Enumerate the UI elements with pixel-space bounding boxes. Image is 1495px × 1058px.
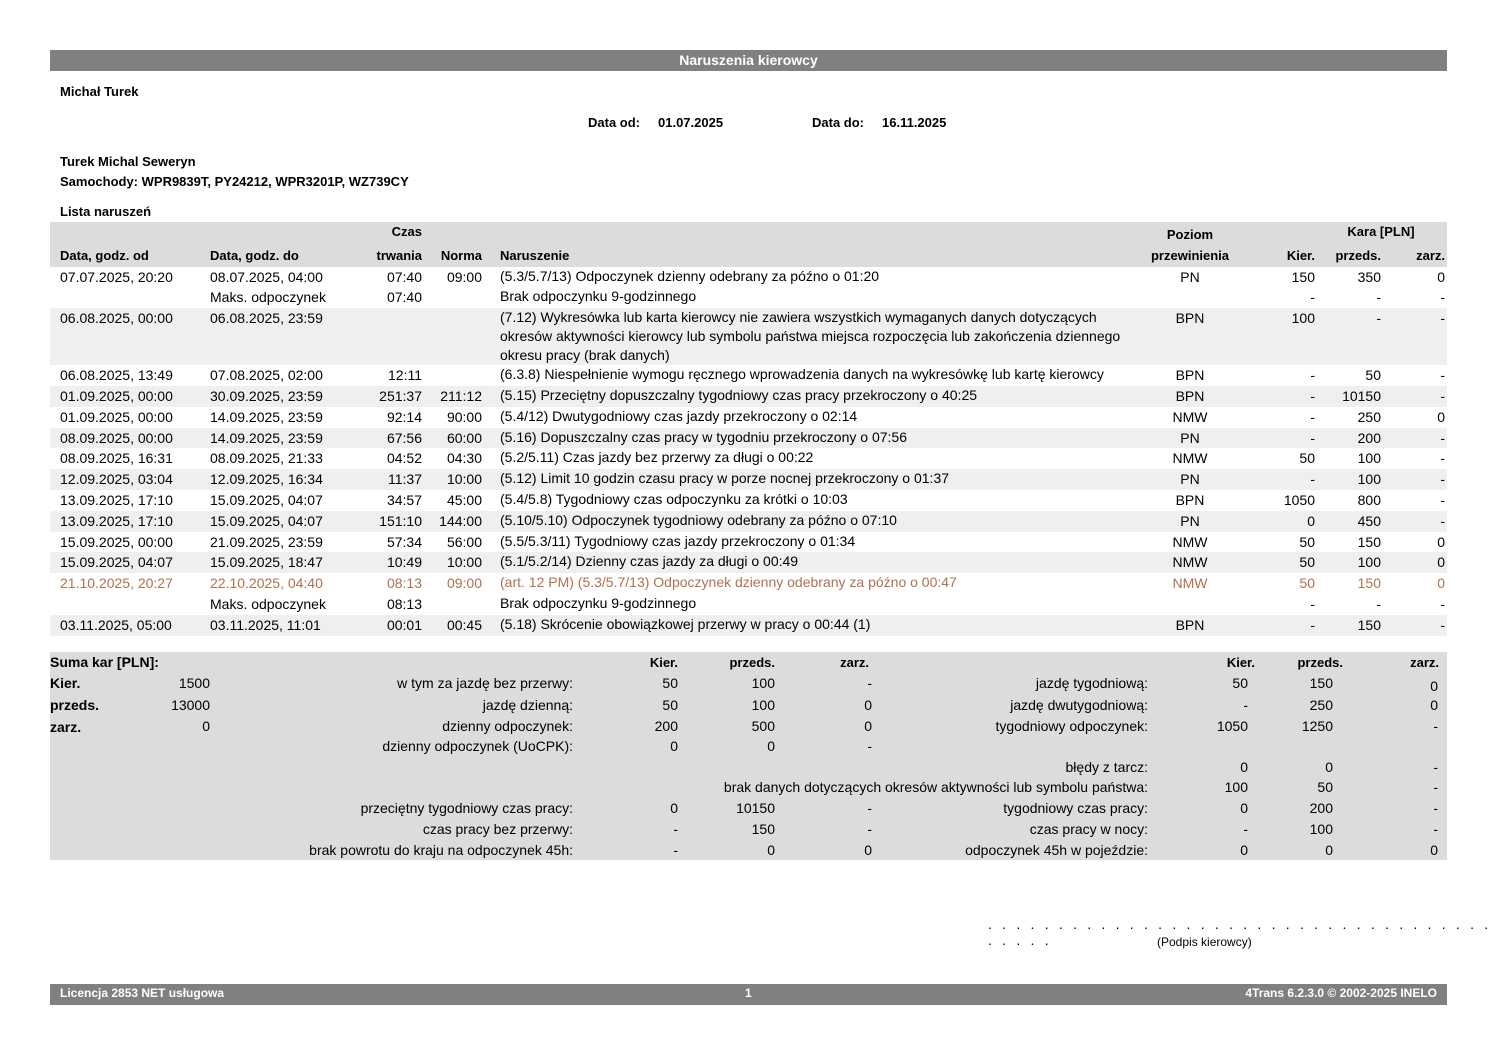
header-norm: Norma bbox=[440, 247, 482, 263]
row-norm: 56:00 bbox=[446, 533, 482, 550]
summary-right-label: jazdę tygodniową: bbox=[1035, 675, 1148, 691]
row-penalty-przeds: 150 bbox=[1357, 533, 1381, 550]
row-duration: 11:37 bbox=[388, 471, 422, 488]
table-header-row-top bbox=[50, 222, 1447, 246]
row-penalty-zarz: - bbox=[1440, 616, 1445, 633]
summary-right-kier: 0 bbox=[1240, 800, 1248, 816]
footer-bar bbox=[50, 984, 1447, 1005]
row-from bbox=[50, 287, 210, 308]
row-duration: 07:40 bbox=[386, 289, 422, 306]
row-penalty-przeds: 100 bbox=[1357, 450, 1381, 467]
row-penalty-kier: 50 bbox=[1299, 554, 1315, 571]
summary-right-label: tygodniowy odpoczynek: bbox=[995, 718, 1148, 734]
row-level: NMW bbox=[1172, 533, 1208, 550]
row-to: 15.09.2025, 04:07 bbox=[210, 512, 323, 529]
header-kier: Kier. bbox=[1286, 247, 1315, 263]
row-penalty-zarz: 0 bbox=[1437, 268, 1445, 285]
violations-list-title: Lista naruszeń bbox=[60, 204, 152, 219]
signature-label: (Podpis kierowcy) bbox=[1157, 935, 1252, 949]
row-level: BPN bbox=[1175, 616, 1205, 633]
summary-right-przeds: 0 bbox=[1325, 759, 1333, 775]
footer-license: Licencja 2853 NET usługowa bbox=[60, 986, 225, 1000]
violation-row bbox=[50, 490, 1447, 511]
row-to: 08.07.2025, 04:00 bbox=[210, 268, 323, 285]
row-norm bbox=[422, 365, 482, 386]
row-penalty-kier: - bbox=[1310, 289, 1315, 306]
summary-left-header-przeds: przeds. bbox=[729, 655, 775, 670]
row-from: 13.09.2025, 17:10 bbox=[60, 491, 173, 508]
summary-left-przeds: 0 bbox=[767, 842, 775, 858]
summary-right-kier: - bbox=[1243, 697, 1248, 713]
row-penalty-przeds: 150 bbox=[1357, 575, 1381, 592]
summary-left-zarz: - bbox=[867, 675, 872, 691]
summary-right-label: czas pracy w nocy: bbox=[1029, 821, 1148, 837]
footer-page-number: 1 bbox=[745, 986, 752, 1000]
row-level: NMW bbox=[1172, 408, 1208, 425]
row-norm: 90:00 bbox=[446, 408, 482, 425]
row-to: 21.09.2025, 23:59 bbox=[210, 533, 323, 550]
summary-left-label: dzienny odpoczynek: bbox=[442, 718, 573, 734]
summary-right-header-kier: Kier. bbox=[1226, 655, 1255, 670]
row-penalty-kier: 1050 bbox=[1283, 491, 1315, 508]
date-from-label: Data od: bbox=[588, 115, 640, 130]
summary-right-zarz: - bbox=[1433, 800, 1438, 816]
row-from: 08.09.2025, 16:31 bbox=[60, 450, 173, 467]
driver-vehicles: Samochody: WPR9839T, PY24212, WPR3201P, WZ739CY bbox=[60, 174, 409, 189]
row-penalty-przeds: 100 bbox=[1357, 471, 1381, 488]
row-from: 12.09.2025, 03:04 bbox=[60, 471, 173, 488]
row-penalty-kier: - bbox=[1310, 408, 1315, 425]
date-to-label: Data do: bbox=[812, 115, 864, 130]
row-from: 06.08.2025, 13:49 bbox=[60, 367, 173, 384]
row-from bbox=[50, 594, 210, 615]
summary-left-header-kier: Kier. bbox=[649, 655, 678, 670]
summary-left-kier: 50 bbox=[662, 697, 678, 713]
summary-right-kier: 0 bbox=[1240, 842, 1248, 858]
header-violation: Naruszenie bbox=[500, 247, 570, 263]
row-norm: 45:00 bbox=[446, 491, 482, 508]
violation-row bbox=[50, 308, 1447, 365]
row-level bbox=[1125, 287, 1255, 308]
row-penalty-kier: - bbox=[1310, 367, 1315, 384]
violation-row bbox=[50, 552, 1447, 573]
summary-right-label: brak danych dotyczących okresów aktywności lub symbolu państwa: bbox=[723, 779, 1148, 795]
row-level: PN bbox=[1180, 512, 1200, 529]
header-duration-top: Czas bbox=[391, 224, 422, 239]
row-penalty-zarz: 0 bbox=[1437, 408, 1445, 425]
row-penalty-zarz: - bbox=[1440, 595, 1445, 612]
summary-left-przeds: 500 bbox=[751, 718, 775, 734]
row-norm: 211:12 bbox=[440, 387, 482, 404]
row-penalty-zarz: 0 bbox=[1437, 575, 1445, 592]
row-penalty-zarz: 0 bbox=[1437, 533, 1445, 550]
violation-row bbox=[50, 428, 1447, 449]
header-level: przewinienia bbox=[1150, 247, 1230, 263]
summary-right-label: tygodniowy czas pracy: bbox=[1003, 800, 1148, 816]
summary-right-zarz: 0 bbox=[1430, 697, 1438, 713]
summary-right-kier: 0 bbox=[1240, 759, 1248, 775]
row-norm: 10:00 bbox=[446, 554, 482, 571]
row-norm: 144:00 bbox=[439, 512, 482, 529]
summary-right-przeds: 1250 bbox=[1301, 718, 1333, 734]
row-duration: 92:14 bbox=[386, 408, 422, 425]
row-norm: 60:00 bbox=[446, 429, 482, 446]
row-violation: (5.1/5.2/14) Dzienny czas jazdy za długi o 00:49 bbox=[500, 553, 799, 570]
summary-left-przeds: 100 bbox=[751, 697, 775, 713]
summary-right-label: jazdę dwutygodniową: bbox=[1010, 697, 1148, 713]
violation-row bbox=[50, 532, 1447, 553]
row-duration: 12:11 bbox=[388, 367, 422, 384]
summary-right-label: błędy z tarcz: bbox=[1065, 759, 1148, 775]
row-to: Maks. odpoczynek bbox=[210, 595, 326, 612]
summary-right-zarz: - bbox=[1433, 779, 1438, 795]
row-level: BPN bbox=[1175, 491, 1205, 508]
row-level: BPN bbox=[1175, 367, 1205, 384]
row-level bbox=[1125, 594, 1255, 615]
row-from: 07.07.2025, 20:20 bbox=[60, 268, 173, 285]
summary-left-zarz: 0 bbox=[864, 842, 872, 858]
summary-left-label: brak powrotu do kraju na odpoczynek 45h: bbox=[309, 842, 573, 858]
footer-product: 4Trans 6.2.3.0 © 2002-2025 INELO bbox=[1245, 986, 1437, 1000]
row-from: 01.09.2025, 00:00 bbox=[60, 387, 173, 404]
summary-right-przeds: 250 bbox=[1309, 697, 1333, 713]
row-from: 15.09.2025, 00:00 bbox=[60, 533, 173, 550]
summary-left-przeds: 0 bbox=[767, 738, 775, 754]
violation-row bbox=[50, 573, 1447, 594]
row-penalty-kier: - bbox=[1310, 387, 1315, 404]
row-penalty-kier: - bbox=[1310, 616, 1315, 633]
row-violation: (5.4/5.8) Tygodniowy czas odpoczynku za krótki o 10:03 bbox=[500, 490, 848, 507]
summary-left-label: dzienny odpoczynek (UoCPK): bbox=[382, 738, 573, 754]
row-violation: (5.16) Dopuszczalny czas pracy w tygodniu przekroczony o 07:56 bbox=[500, 428, 907, 445]
total-kier-label: Kier. bbox=[50, 675, 81, 691]
row-from: 06.08.2025, 00:00 bbox=[60, 310, 173, 327]
row-duration: 07:40 bbox=[386, 268, 422, 285]
row-penalty-kier: 50 bbox=[1299, 533, 1315, 550]
summary-right-kier: 50 bbox=[1232, 675, 1248, 691]
total-zarz-value: 0 bbox=[202, 718, 210, 734]
violation-row bbox=[50, 615, 1447, 636]
summary-right-zarz: - bbox=[1433, 718, 1438, 734]
summary-right-zarz: - bbox=[1433, 821, 1438, 837]
row-penalty-przeds: - bbox=[1376, 310, 1381, 327]
summary-left-label: jazdę dzienną: bbox=[482, 697, 573, 713]
summary-left-kier: 50 bbox=[662, 675, 678, 691]
total-przeds-value: 13000 bbox=[171, 697, 210, 713]
violation-row bbox=[50, 448, 1447, 469]
row-to: 14.09.2025, 23:59 bbox=[210, 429, 323, 446]
total-zarz-label: zarz. bbox=[50, 719, 82, 735]
row-penalty-przeds: 100 bbox=[1357, 554, 1381, 571]
row-penalty-zarz: - bbox=[1440, 491, 1445, 508]
driver-name: Turek Michal Seweryn bbox=[60, 154, 196, 169]
row-level: PN bbox=[1180, 268, 1200, 285]
row-violation: (5.5/5.3/11) Tygodniowy czas jazdy przekroczony o 01:34 bbox=[500, 532, 856, 549]
row-penalty-kier: - bbox=[1310, 471, 1315, 488]
summary-right-header-zarz: zarz. bbox=[1410, 655, 1439, 670]
summary-left-kier: 0 bbox=[670, 800, 678, 816]
row-duration: 34:57 bbox=[386, 491, 422, 508]
row-penalty-zarz: - bbox=[1440, 429, 1445, 446]
summary-left-kier: - bbox=[673, 842, 678, 858]
violation-row bbox=[50, 386, 1447, 407]
row-duration: 67:56 bbox=[386, 429, 422, 446]
summary-right-przeds: 50 bbox=[1317, 779, 1333, 795]
row-norm: 00:45 bbox=[446, 616, 482, 633]
row-penalty-przeds: 50 bbox=[1365, 367, 1381, 384]
violation-row bbox=[50, 267, 1447, 288]
row-penalty-kier: 50 bbox=[1299, 450, 1315, 467]
summary-right-label: odpoczynek 45h w pojeździe: bbox=[965, 842, 1148, 858]
row-penalty-przeds: 200 bbox=[1357, 429, 1381, 446]
row-norm bbox=[422, 594, 482, 615]
row-norm bbox=[422, 287, 482, 308]
summary-left-kier: - bbox=[673, 821, 678, 837]
row-penalty-przeds: 350 bbox=[1357, 268, 1381, 285]
row-norm: 04:30 bbox=[446, 450, 482, 467]
row-violation: (5.4/12) Dwutygodniowy czas jazdy przekroczony o 02:14 bbox=[500, 407, 858, 424]
violation-row bbox=[50, 469, 1447, 490]
total-kier-value: 1500 bbox=[178, 675, 210, 691]
summary-right-kier: 1050 bbox=[1216, 718, 1248, 734]
row-level: BPN bbox=[1175, 310, 1205, 327]
row-penalty-zarz: - bbox=[1440, 450, 1445, 467]
row-violation: (5.12) Limit 10 godzin czasu pracy w porze nocnej przekroczony o 01:37 bbox=[500, 470, 950, 487]
header-zarz: zarz. bbox=[1416, 247, 1445, 263]
row-from: 01.09.2025, 00:00 bbox=[60, 408, 173, 425]
row-to: 03.11.2025, 11:01 bbox=[210, 616, 321, 633]
summary-left-kier: 0 bbox=[670, 738, 678, 754]
row-violation: Brak odpoczynku 9-godzinnego bbox=[500, 594, 697, 611]
row-duration: 04:52 bbox=[386, 450, 422, 467]
header-level-top: Poziom bbox=[1166, 227, 1214, 242]
header-to: Data, godz. do bbox=[210, 247, 299, 263]
summary-left-przeds: 150 bbox=[751, 821, 775, 837]
row-violation: (art. 12 PM) (5.3/5.7/13) Odpoczynek dzienny odebrany za późno o 00:47 bbox=[500, 574, 957, 591]
row-to: Maks. odpoczynek bbox=[210, 289, 326, 306]
row-to: 08.09.2025, 21:33 bbox=[210, 450, 323, 467]
row-from: 13.09.2025, 17:10 bbox=[60, 512, 173, 529]
violation-row bbox=[50, 287, 1447, 308]
row-violation: (5.3/5.7/13) Odpoczynek dzienny odebrany za późno o 01:20 bbox=[500, 267, 880, 284]
violations-table bbox=[50, 222, 1447, 636]
row-violation: (5.18) Skrócenie obowiązkowej przerwy w pracy o 00:44 (1) bbox=[500, 615, 871, 632]
summary-right-przeds: 100 bbox=[1309, 821, 1333, 837]
row-level: PN bbox=[1180, 471, 1200, 488]
row-penalty-zarz: - bbox=[1440, 512, 1445, 529]
row-penalty-zarz: - bbox=[1440, 471, 1445, 488]
row-to: 07.08.2025, 02:00 bbox=[210, 367, 323, 384]
row-level: NMW bbox=[1172, 450, 1208, 467]
row-level: BPN bbox=[1175, 387, 1205, 404]
row-to: 06.08.2025, 23:59 bbox=[210, 310, 323, 327]
header-penalty-group: Kara [PLN] bbox=[1347, 224, 1415, 239]
row-penalty-przeds: - bbox=[1376, 289, 1381, 306]
row-penalty-kier: 50 bbox=[1299, 575, 1315, 592]
row-penalty-przeds: 250 bbox=[1357, 408, 1381, 425]
row-from: 15.09.2025, 04:07 bbox=[60, 554, 173, 571]
row-to: 12.09.2025, 16:34 bbox=[210, 471, 323, 488]
summary-right-zarz: 0 bbox=[1430, 842, 1438, 858]
summary-left-zarz: - bbox=[867, 800, 872, 816]
report-title: Naruszenia kierowcy bbox=[679, 52, 818, 68]
row-duration: 00:01 bbox=[386, 616, 422, 633]
summary-left-zarz: 0 bbox=[864, 697, 872, 713]
summary-right-kier: 100 bbox=[1224, 779, 1248, 795]
row-violation: (5.2/5.11) Czas jazdy bez przerwy za długi o 00:22 bbox=[500, 449, 814, 466]
violation-row bbox=[50, 407, 1447, 428]
summary-right-przeds: 0 bbox=[1325, 842, 1333, 858]
row-penalty-kier: 100 bbox=[1291, 310, 1315, 327]
summary-right-zarz: - bbox=[1433, 759, 1438, 775]
row-norm bbox=[422, 308, 482, 365]
row-duration: 08:13 bbox=[386, 575, 422, 592]
date-from-value: 01.07.2025 bbox=[658, 115, 724, 130]
row-duration: 08:13 bbox=[386, 595, 422, 612]
row-from: 21.10.2025, 20:27 bbox=[60, 575, 173, 592]
header-duration: trwania bbox=[376, 247, 422, 263]
row-duration: 10:49 bbox=[386, 554, 422, 571]
summary-left-label: czas pracy bez przerwy: bbox=[422, 821, 573, 837]
row-penalty-kier: 0 bbox=[1307, 512, 1315, 529]
row-violation: (5.15) Przeciętny dopuszczalny tygodniowy czas pracy przekroczony o 40:25 bbox=[500, 386, 978, 403]
row-norm: 09:00 bbox=[446, 575, 482, 592]
row-penalty-kier: 150 bbox=[1291, 268, 1315, 285]
row-violation: (6.3.8) Niespełnienie wymogu ręcznego wprowadzenia danych na wykresówkę lub kartę kierowcy bbox=[500, 366, 1104, 383]
header-from: Data, godz. od bbox=[60, 247, 149, 263]
violation-row bbox=[50, 365, 1447, 386]
row-penalty-kier: - bbox=[1310, 595, 1315, 612]
summary-left-zarz: - bbox=[867, 821, 872, 837]
summary-right-kier: - bbox=[1243, 821, 1248, 837]
violation-row bbox=[50, 594, 1447, 615]
row-norm: 09:00 bbox=[446, 268, 482, 285]
summary-right-header-przeds: przeds. bbox=[1297, 655, 1343, 670]
row-penalty-zarz: - bbox=[1440, 367, 1445, 384]
row-penalty-kier: - bbox=[1310, 429, 1315, 446]
row-duration: 151:10 bbox=[379, 512, 422, 529]
row-level: NMW bbox=[1172, 554, 1208, 571]
row-to: 30.09.2025, 23:59 bbox=[210, 387, 323, 404]
date-to-value: 16.11.2025 bbox=[882, 115, 947, 130]
row-from: 03.11.2025, 05:00 bbox=[60, 616, 172, 633]
penalty-summary bbox=[50, 652, 1447, 860]
table-header-row bbox=[50, 246, 1447, 267]
row-penalty-przeds: 800 bbox=[1357, 491, 1381, 508]
row-penalty-przeds: 10150 bbox=[1342, 387, 1381, 404]
row-penalty-przeds: 150 bbox=[1357, 616, 1381, 633]
row-from: 08.09.2025, 00:00 bbox=[60, 429, 173, 446]
row-penalty-zarz: 0 bbox=[1437, 554, 1445, 571]
row-to: 15.09.2025, 18:47 bbox=[210, 554, 323, 571]
row-penalty-zarz: - bbox=[1440, 289, 1445, 306]
summary-left-przeds: 100 bbox=[751, 675, 775, 691]
row-penalty-przeds: 450 bbox=[1357, 512, 1381, 529]
summary-title: Suma kar [PLN]: bbox=[50, 654, 159, 670]
signature-line: . . . . . . . . . . . . . . . . . . . . . . . . . . . . . . . . . . . . . . . . . bbox=[988, 916, 1492, 948]
row-norm: 10:00 bbox=[446, 471, 482, 488]
company-user: Michał Turek bbox=[60, 84, 139, 99]
row-to: 22.10.2025, 04:40 bbox=[210, 575, 323, 592]
row-duration bbox=[360, 308, 422, 365]
summary-left-zarz: 0 bbox=[864, 718, 872, 734]
summary-left-label: przeciętny tygodniowy czas pracy: bbox=[360, 800, 573, 816]
violation-row bbox=[50, 511, 1447, 532]
row-level: PN bbox=[1180, 429, 1200, 446]
row-penalty-zarz: - bbox=[1440, 310, 1445, 327]
summary-left-przeds: 10150 bbox=[736, 800, 775, 816]
row-violation: Brak odpoczynku 9-godzinnego bbox=[500, 288, 697, 305]
row-duration: 251:37 bbox=[379, 387, 422, 404]
row-penalty-zarz: - bbox=[1440, 387, 1445, 404]
row-violation: (5.10/5.10) Odpoczynek tygodniowy odebrany za późno o 07:10 bbox=[500, 511, 897, 528]
row-to: 14.09.2025, 23:59 bbox=[210, 408, 323, 425]
header-przeds: przeds. bbox=[1335, 247, 1381, 263]
summary-right-przeds: 200 bbox=[1309, 800, 1333, 816]
row-violation: (7.12) Wykresówka lub karta kierowcy nie zawiera wszystkich wymaganych danych dotyczących okresów aktywności kierowcy lub symbolu państwa miejsca rozpoczęcia lub zakończenia dziennego okresu pracy (brak danych) bbox=[500, 309, 1121, 364]
summary-left-header-zarz: zarz. bbox=[840, 655, 869, 670]
row-to: 15.09.2025, 04:07 bbox=[210, 491, 323, 508]
report-title-bar bbox=[50, 50, 1447, 71]
summary-left-kier: 200 bbox=[654, 718, 678, 734]
summary-right-przeds: 150 bbox=[1309, 675, 1333, 691]
row-penalty-przeds: - bbox=[1376, 595, 1381, 612]
total-przeds-label: przeds. bbox=[50, 697, 100, 713]
summary-left-label: w tym za jazdę bez przerwy: bbox=[397, 675, 573, 691]
summary-right-zarz: 0 bbox=[1430, 678, 1438, 694]
summary-left-zarz: - bbox=[867, 738, 872, 754]
row-duration: 57:34 bbox=[386, 533, 422, 550]
row-level: NMW bbox=[1172, 575, 1208, 592]
